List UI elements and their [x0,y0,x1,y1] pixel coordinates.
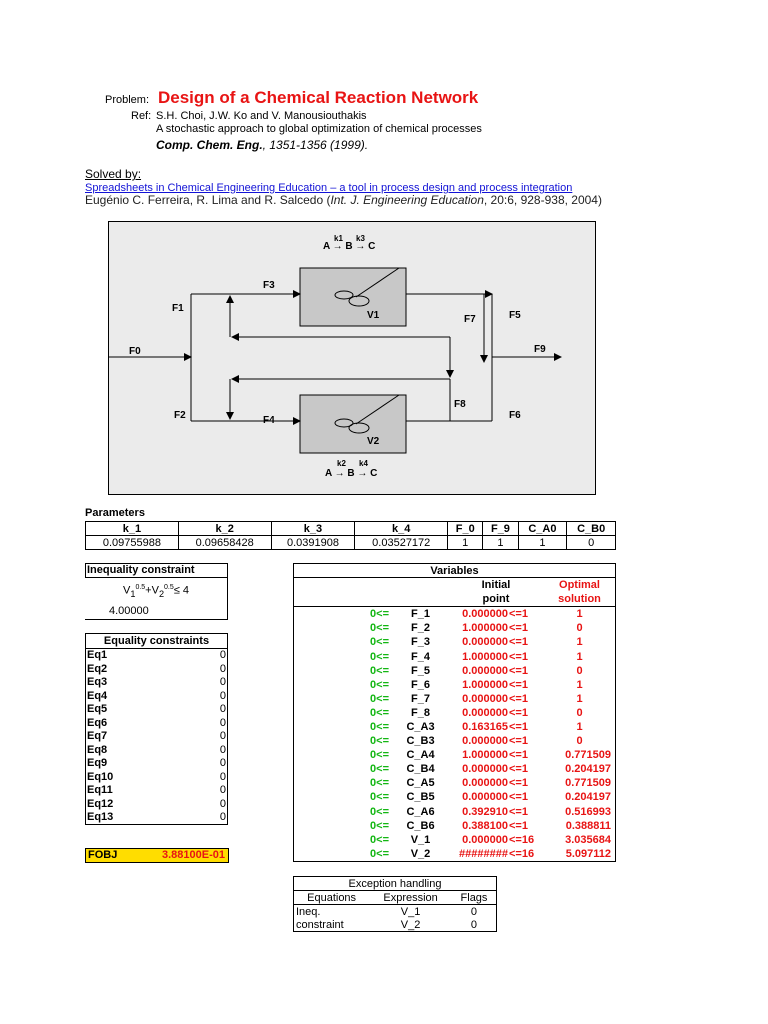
exception-title: Exception handling [294,877,497,891]
solver-journal: Int. J. Engineering Education [330,193,484,207]
var-optimal-value: 1 [576,608,583,621]
var-initial-value[interactable]: 0.000000 [462,636,508,649]
table-row [86,662,228,676]
var-optimal-value: 0 [576,664,583,677]
var-name: C_A3 [406,720,435,733]
var-upper-bound: <=1 [509,636,528,649]
var-name: F_1 [411,608,430,621]
var-optimal-value: 0 [576,735,583,748]
var-optimal-value: 0.516993 [565,805,611,818]
solver-authors-line [85,193,602,207]
optimal-header-solution: solution [558,593,601,606]
param-value[interactable]: 0.09755988 [86,536,179,550]
param-value[interactable]: 0.0391908 [271,536,355,550]
var-initial-value[interactable]: 0.000000 [462,735,508,748]
var-lower-bound: 0<= [370,833,389,846]
var-upper-bound: <=1 [509,763,528,776]
var-name: C_B5 [406,791,435,804]
var-upper-bound: <=1 [509,664,528,677]
var-lower-bound: 0<= [370,720,389,733]
var-initial-value[interactable]: 0.000000 [462,706,508,719]
flowsheet-svg [109,222,595,494]
solver-authors: Eugénio C. Ferreira, R. Lima and R. Salcedo ( [85,193,331,207]
variables-title: Variables [294,564,616,578]
exc-header: Expression [383,891,438,904]
eq-name: Eq9 [86,757,195,771]
table-row [294,776,616,790]
eq-name: Eq3 [86,676,195,690]
var-optimal-value: 0.204197 [565,763,611,776]
var-name: C_B4 [406,763,435,776]
var-initial-value[interactable]: 0.388100 [462,819,508,832]
var-initial-value[interactable]: 1.000000 [462,749,508,762]
param-header: C_A0 [518,522,567,536]
var-optimal-value: 1 [576,678,583,691]
param-header: F_9 [483,522,518,536]
initial-header: Initial [481,579,511,592]
inequality-value[interactable]: 4.00000 [109,604,149,617]
var-upper-bound: <=1 [509,678,528,691]
reaction-top-k3: k3 [356,234,365,243]
var-upper-bound: <=1 [509,608,528,621]
var-lower-bound: 0<= [370,678,389,691]
equality-title: Equality constraints [86,634,228,649]
var-initial-value[interactable]: 0.000000 [462,833,508,846]
parameters-value-row [86,536,616,550]
param-header: C_B0 [567,522,616,536]
eq-name: Eq10 [86,770,195,784]
variables-table [293,563,616,862]
ref-journal-rest: , 1351-1356 (1999). [262,138,369,152]
param-value[interactable]: 1 [448,536,483,550]
var-initial-value[interactable]: 0.392910 [462,805,508,818]
table-row [86,676,228,690]
table-row [294,790,616,804]
initial-header-point: point [482,593,510,606]
var-name: V_2 [410,847,431,860]
reaction-network-diagram [108,221,596,495]
problem-label: Problem: [105,94,150,106]
var-optimal-value: 1 [576,692,583,705]
table-row [294,905,497,919]
var-optimal-value: 1 [576,720,583,733]
eq-value[interactable]: 0 [195,716,228,730]
var-upper-bound: <=1 [509,650,528,663]
var-upper-bound: <=16 [509,847,535,860]
page-title: Design of a Chemical Reaction Network [158,88,479,107]
eq-value[interactable]: 0 [195,703,228,717]
eq-value[interactable]: 0 [195,648,228,662]
reaction-top-text: A → B → C [323,241,376,252]
param-header: F_0 [448,522,483,536]
reaction-top-k1: k1 [334,234,343,243]
var-optimal-value: 0.771509 [565,749,611,762]
var-lower-bound: 0<= [370,664,389,677]
var-lower-bound: 0<= [370,805,389,818]
parameters-label: Parameters [85,507,145,519]
eq-name: Eq11 [86,784,195,798]
label-f6: F6 [509,410,521,421]
table-row [86,811,228,825]
label-f5: F5 [509,310,521,321]
eq-value[interactable]: 0 [195,743,228,757]
var-name: F_6 [411,678,430,691]
var-optimal-value: 5.097112 [565,847,611,860]
param-value[interactable]: 0.09658428 [178,536,271,550]
ref-journal: Comp. Chem. Eng. [156,138,263,152]
table-row [294,706,616,720]
objective-function-cell[interactable] [85,848,229,863]
var-initial-value[interactable]: 1.000000 [462,650,508,663]
var-upper-bound: <=1 [509,749,528,762]
parameters-table [85,521,616,550]
ref-journal-line [156,136,368,154]
exc-flag[interactable]: 0 [470,918,478,931]
fobj-label: FOBJ [88,849,118,861]
table-row [294,607,616,622]
equality-constraints-table [85,633,228,825]
var-name: C_B6 [406,819,435,832]
exc-expr: V_1 [400,905,421,918]
param-header: k_3 [271,522,355,536]
var-lower-bound: 0<= [370,749,389,762]
var-lower-bound: 0<= [370,819,389,832]
exc-header: Equations [307,891,357,904]
table-row [294,649,616,663]
ref-label: Ref: [131,110,152,122]
var-initial-value[interactable]: 0.000000 [462,692,508,705]
var-lower-bound: 0<= [370,706,389,719]
reference-link[interactable]: Spreadsheets in Chemical Engineering Education – a tool in process design and process integration [85,182,573,194]
var-optimal-value: 0 [576,622,583,635]
eq-value[interactable]: 0 [195,730,228,744]
solver-rest: , 20:6, 928-938, 2004) [483,193,602,207]
exc-eq: Ineq. [296,905,321,918]
eq-name: Eq7 [86,730,195,744]
var-upper-bound: <=1 [509,791,528,804]
label-f4: F4 [263,415,275,426]
var-initial-value[interactable]: 1.000000 [462,678,508,691]
eq-name: Eq4 [86,689,195,703]
label-f7: F7 [464,314,476,325]
var-lower-bound: 0<= [370,622,389,635]
param-value[interactable]: 1 [483,536,518,550]
reaction-bottom-k4: k4 [359,459,368,468]
table-row [294,819,616,833]
var-initial-value[interactable]: 0.000000 [462,664,508,677]
eq-name: Eq1 [86,648,195,662]
table-row [294,805,616,819]
table-row [86,730,228,744]
eq-value[interactable]: 0 [195,662,228,676]
inequality-title: Inequality constraint [85,563,227,578]
var-name: C_B3 [406,735,435,748]
table-row [86,689,228,703]
eq-value[interactable]: 0 [195,757,228,771]
var-name: V_1 [410,833,431,846]
inequality-constraint-box [85,563,228,620]
table-row [294,847,616,862]
eq-value[interactable]: 0 [195,797,228,811]
eq-name: Eq13 [86,811,195,825]
table-row [294,692,616,706]
ref-authors: S.H. Choi, J.W. Ko and V. Manousiouthakis [156,110,367,122]
table-row [294,748,616,762]
exception-handling-table [293,876,497,932]
table-row [294,833,616,847]
table-row [86,743,228,757]
var-name: F_3 [411,636,430,649]
var-optimal-value: 0.771509 [565,777,611,790]
var-name: C_A5 [406,777,435,790]
label-v2: V2 [367,436,380,447]
var-name: C_A4 [406,749,435,762]
exc-eq: constraint [296,918,344,931]
table-row [294,621,616,635]
var-initial-value[interactable]: 0.000000 [462,777,508,790]
parameters-header-row [86,522,616,536]
var-lower-bound: 0<= [370,650,389,663]
table-row [86,703,228,717]
eq-name: Eq8 [86,743,195,757]
eq-value[interactable]: 0 [195,784,228,798]
var-initial-value[interactable]: ######## [459,847,508,860]
fobj-value: 3.88100E-01 [162,849,225,861]
optimal-header: Optimal [559,579,600,592]
var-optimal-value: 3.035684 [565,833,611,846]
var-upper-bound: <=1 [509,706,528,719]
table-row [294,762,616,776]
exc-header: Flags [460,891,488,904]
table-row [86,648,228,662]
var-name: F_2 [411,622,430,635]
var-upper-bound: <=1 [509,819,528,832]
var-lower-bound: 0<= [370,692,389,705]
eq-value[interactable]: 0 [195,811,228,825]
var-upper-bound: <=1 [509,720,528,733]
exc-flag[interactable]: 0 [470,905,478,918]
table-row [294,918,497,932]
table-row [86,770,228,784]
var-name: F_4 [411,650,430,663]
eq-name: Eq5 [86,703,195,717]
var-name: F_7 [411,692,430,705]
table-row [294,720,616,734]
table-row [294,664,616,678]
var-optimal-value: 1 [576,636,583,649]
var-initial-value[interactable]: 0.000000 [462,791,508,804]
param-header: k_1 [86,522,179,536]
var-name: C_A6 [406,805,435,818]
param-value[interactable]: 0 [567,536,616,550]
var-lower-bound: 0<= [370,735,389,748]
param-header: k_4 [355,522,448,536]
eq-value[interactable]: 0 [195,676,228,690]
table-row [294,734,616,748]
var-upper-bound: <=1 [509,777,528,790]
var-upper-bound: <=16 [509,833,535,846]
var-name: F_8 [411,706,430,719]
param-value[interactable]: 1 [518,536,567,550]
eq-name: Eq2 [86,662,195,676]
table-row [86,797,228,811]
reaction-bottom-k2: k2 [337,459,346,468]
exc-expr: V_2 [400,918,421,931]
var-optimal-value: 0.388811 [565,819,611,832]
label-f3: F3 [263,280,275,291]
reaction-bottom-text: A → B → C [325,468,378,479]
var-optimal-value: 0.204197 [565,791,611,804]
var-lower-bound: 0<= [370,636,389,649]
label-f8: F8 [454,399,466,410]
param-header: k_2 [178,522,271,536]
var-lower-bound: 0<= [370,608,389,621]
var-upper-bound: <=1 [509,622,528,635]
var-initial-value[interactable]: 0.163165 [462,720,508,733]
solved-by-label: Solved by: [85,167,142,181]
table-row [86,716,228,730]
var-lower-bound: 0<= [370,763,389,776]
var-initial-value[interactable]: 1.000000 [462,622,508,635]
var-lower-bound: 0<= [370,777,389,790]
eq-value[interactable]: 0 [195,689,228,703]
ref-paper-title: A stochastic approach to global optimization of chemical processes [156,123,482,135]
label-f2: F2 [174,410,186,421]
var-initial-value[interactable]: 0.000000 [462,763,508,776]
inequality-expression: $V_1^{0.5}+V_2^{0.5}\le 4$ [123,584,189,599]
var-lower-bound: 0<= [370,791,389,804]
table-row [86,757,228,771]
var-upper-bound: <=1 [509,735,528,748]
var-optimal-value: 0 [576,706,583,719]
label-f1: F1 [172,303,184,314]
eq-name: Eq6 [86,716,195,730]
table-row [294,635,616,649]
var-upper-bound: <=1 [509,805,528,818]
var-optimal-value: 1 [576,650,583,663]
var-lower-bound: 0<= [370,847,389,860]
table-row [294,678,616,692]
var-upper-bound: <=1 [509,692,528,705]
eq-name: Eq12 [86,797,195,811]
param-value[interactable]: 0.03527172 [355,536,448,550]
table-row [86,784,228,798]
label-v1: V1 [367,310,380,321]
var-name: F_5 [411,664,430,677]
var-initial-value[interactable]: 0.000000 [462,608,508,621]
label-f0: F0 [129,346,141,357]
eq-value[interactable]: 0 [195,770,228,784]
label-f9: F9 [534,344,546,355]
